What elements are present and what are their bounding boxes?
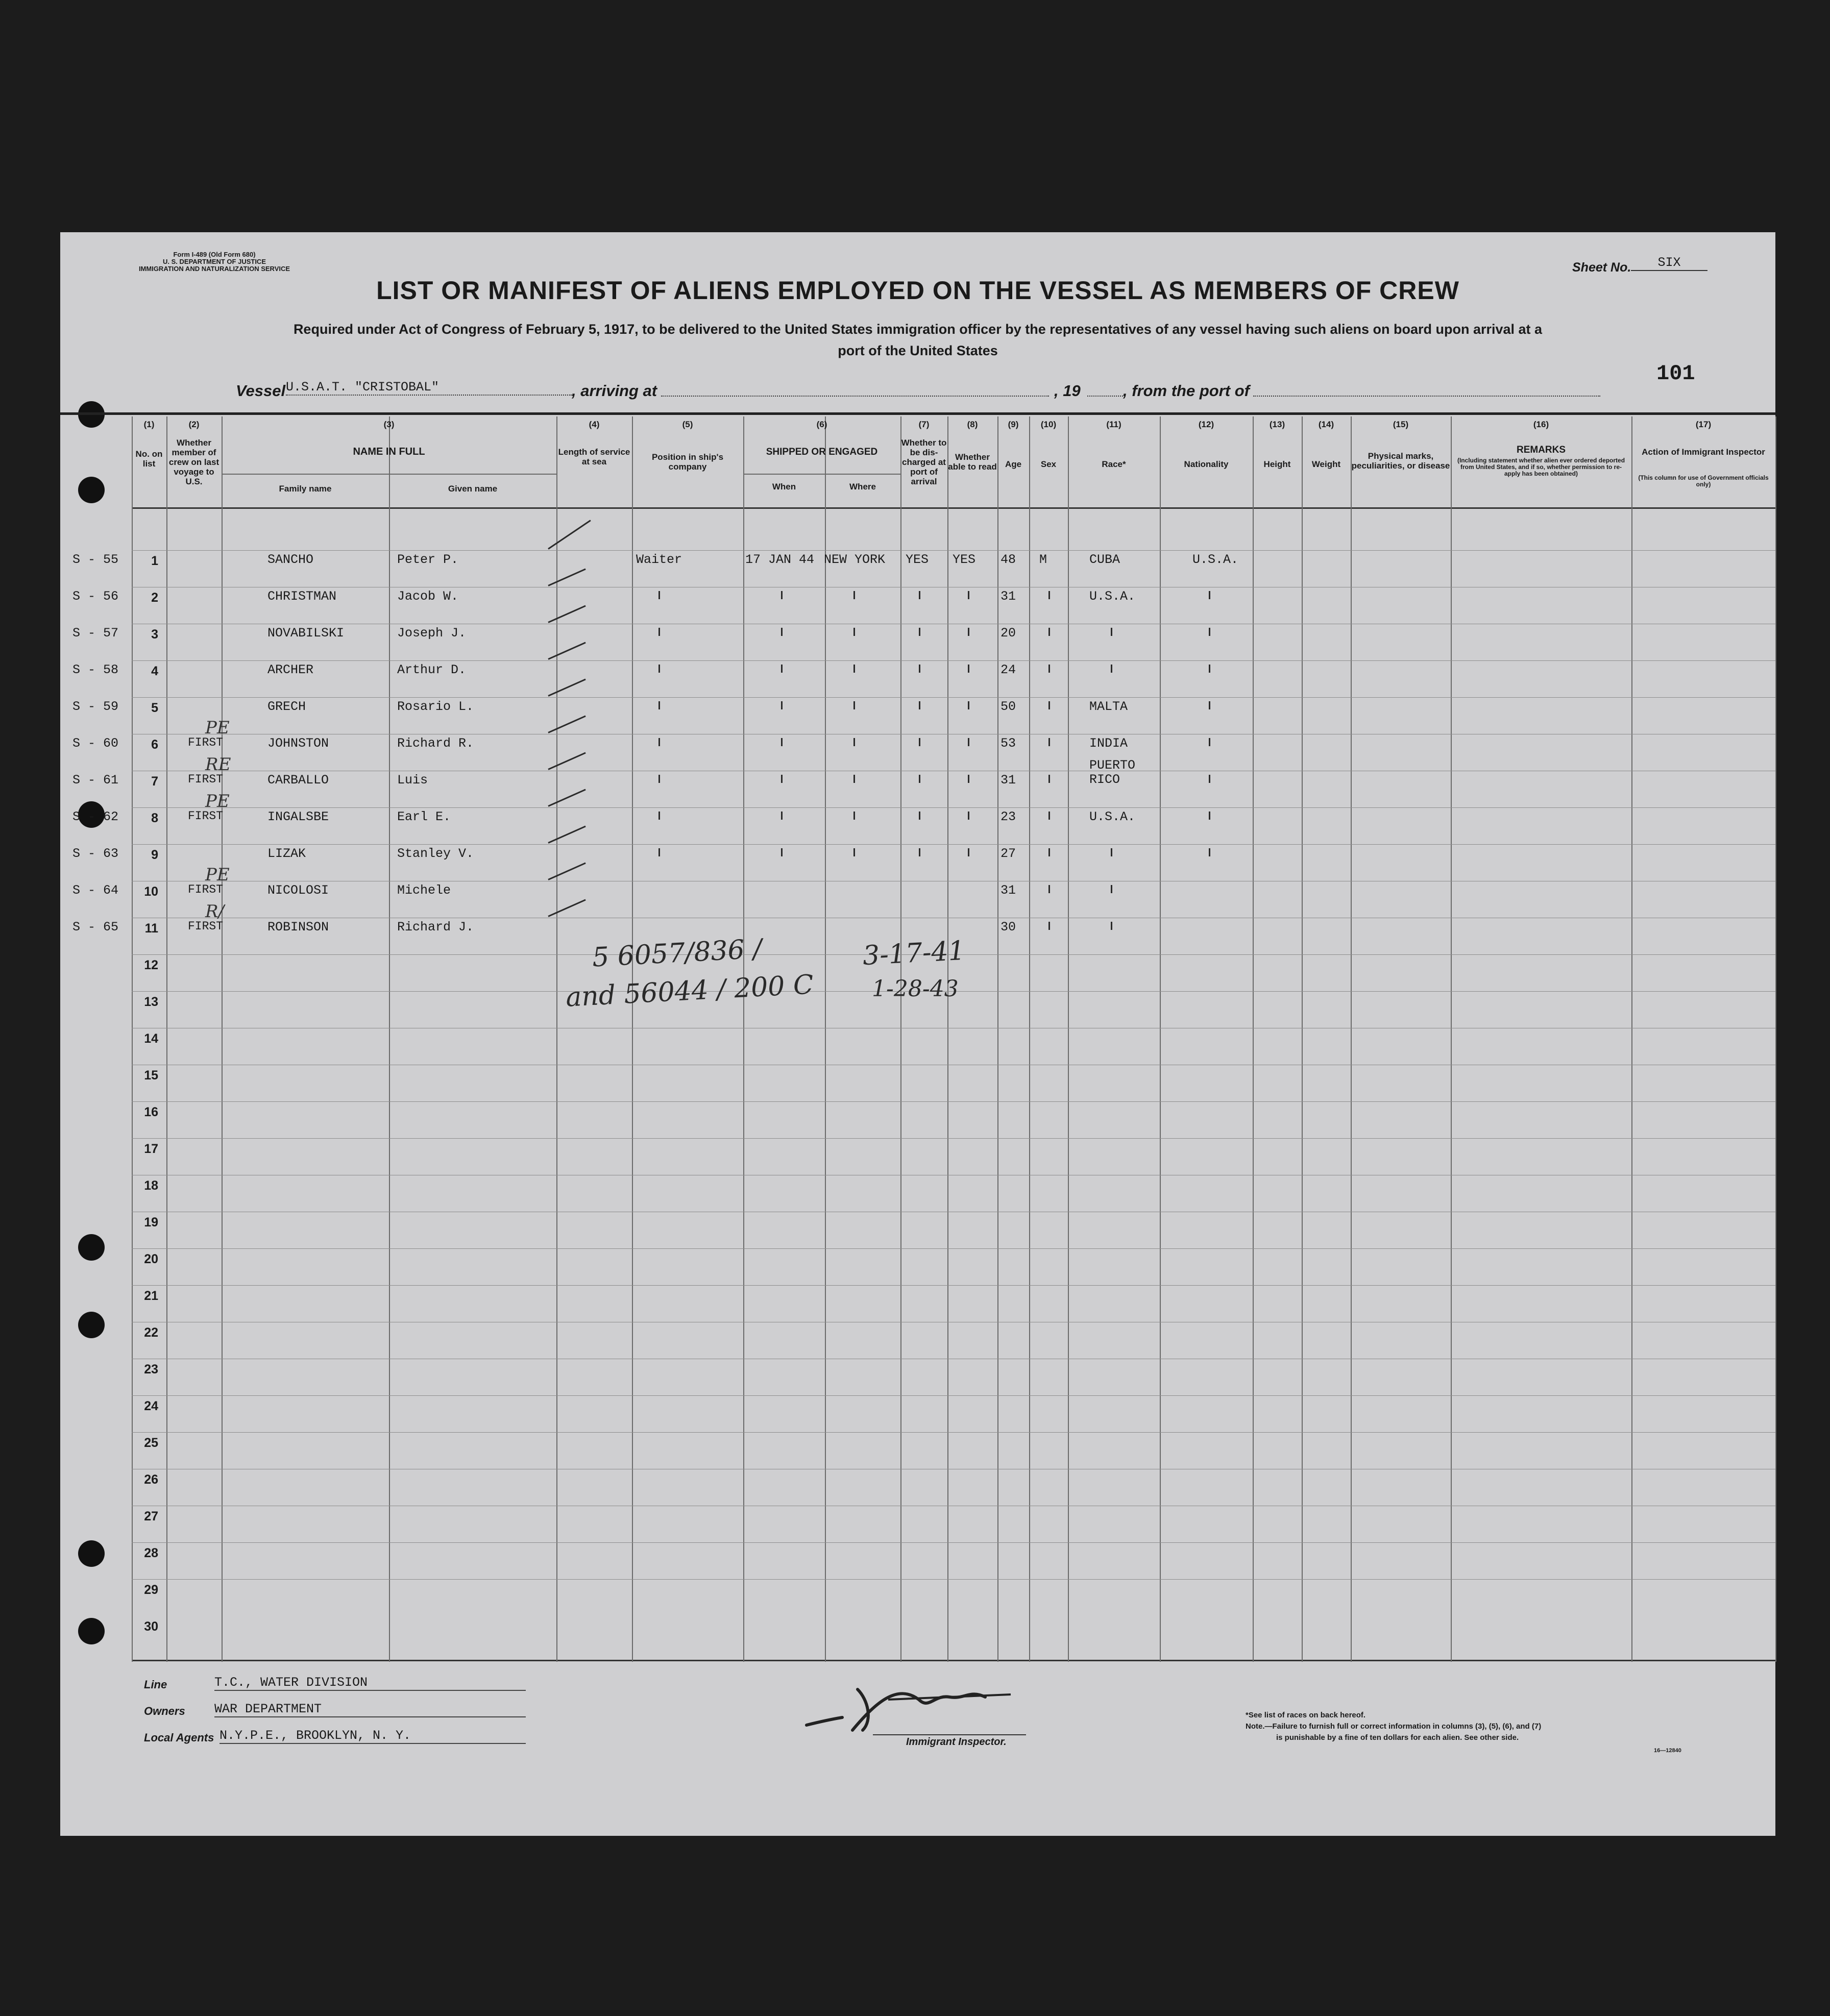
age-value: 31 bbox=[1001, 589, 1016, 604]
ditto-mark bbox=[919, 665, 920, 673]
row-number: 5 bbox=[151, 701, 158, 715]
row-number: 6 bbox=[151, 737, 158, 752]
col-label-sex: Sex bbox=[1040, 459, 1057, 469]
ditto-mark bbox=[853, 628, 855, 636]
ditto-mark bbox=[1209, 665, 1210, 673]
row-rule bbox=[132, 697, 1775, 698]
col-num-2: (2) bbox=[188, 420, 200, 429]
family-name: LIZAK bbox=[267, 846, 306, 861]
ditto-mark bbox=[781, 665, 783, 673]
line-value: T.C., WATER DIVISION bbox=[214, 1675, 526, 1691]
row-rule bbox=[132, 1432, 1775, 1433]
ditto-mark bbox=[1209, 848, 1210, 856]
row-number: 17 bbox=[144, 1142, 158, 1156]
ditto-mark bbox=[1048, 848, 1050, 856]
given-name: Arthur D. bbox=[397, 662, 467, 677]
age-value: 24 bbox=[1001, 662, 1016, 677]
ditto-mark bbox=[658, 738, 660, 746]
year-label: , 19 bbox=[1054, 382, 1081, 400]
col-label-physical-marks: Physical marks, peculiarities, or disease bbox=[1351, 451, 1450, 471]
row-number: 21 bbox=[144, 1289, 158, 1303]
ditto-mark bbox=[853, 665, 855, 673]
ditto-mark bbox=[658, 701, 660, 709]
row-number: 30 bbox=[144, 1619, 158, 1634]
table-top-rule bbox=[60, 412, 1775, 415]
col-label-action: Action of Immigrant Inspector bbox=[1642, 447, 1765, 457]
local-agents-value: N.Y.P.E., BROOKLYN, N. Y. bbox=[219, 1728, 526, 1744]
given-name: Richard R. bbox=[397, 736, 474, 751]
row-number: 18 bbox=[144, 1178, 158, 1193]
row-number: 22 bbox=[144, 1325, 158, 1340]
race-value: PUERTO RICO bbox=[1089, 758, 1136, 787]
given-name: Jacob W. bbox=[397, 589, 459, 604]
age-value: 31 bbox=[1001, 883, 1016, 898]
service-name: IMMIGRATION AND NATURALIZATION SERVICE bbox=[138, 265, 290, 273]
races-note: *See list of races on back hereof. bbox=[1246, 1711, 1366, 1719]
age-value: 30 bbox=[1001, 920, 1016, 935]
ditto-mark bbox=[1209, 701, 1210, 709]
action-note: (This column for use of Government officials only) bbox=[1638, 474, 1769, 488]
sex-value: M bbox=[1039, 552, 1047, 567]
row-number: 26 bbox=[144, 1472, 158, 1487]
row-number: 13 bbox=[144, 995, 158, 1009]
ditto-mark bbox=[919, 738, 920, 746]
handwritten-file-number: 5 6057/836 / bbox=[591, 933, 763, 973]
when-value: 17 JAN 44 bbox=[745, 552, 815, 567]
form-code: 16—12840 bbox=[1654, 1748, 1681, 1754]
handwritten-initials: PE bbox=[205, 865, 230, 885]
crew-list-code: S - 57 bbox=[72, 626, 119, 641]
ditto-mark bbox=[968, 738, 969, 746]
read-value: YES bbox=[953, 552, 976, 567]
row-rule bbox=[132, 1248, 1775, 1249]
row-number: 23 bbox=[144, 1362, 158, 1376]
punch-hole bbox=[78, 1618, 105, 1644]
row-rule bbox=[132, 660, 1775, 661]
col-label-discharged: Whether to be dis-charged at port of arrival bbox=[901, 438, 947, 486]
age-value: 20 bbox=[1001, 626, 1016, 641]
col-label-able-to-read: Whether able to read bbox=[948, 452, 997, 472]
where-value: NEW YORK bbox=[824, 552, 886, 567]
ditto-mark bbox=[1111, 885, 1112, 893]
crew-list-code: S - 59 bbox=[72, 699, 119, 714]
row-rule bbox=[132, 1395, 1775, 1396]
arriving-port-field bbox=[661, 396, 1049, 397]
row-number: 15 bbox=[144, 1068, 158, 1083]
penalty-note: Note.—Failure to furnish full or correct information in columns (3), (5), (6), and (7) bbox=[1246, 1722, 1542, 1731]
col-num-3: (3) bbox=[383, 420, 395, 429]
local-agents-label: Local Agents bbox=[144, 1731, 214, 1744]
age-value: 50 bbox=[1001, 699, 1016, 714]
ditto-mark bbox=[1048, 591, 1050, 599]
table-bottom-rule bbox=[132, 1660, 1775, 1661]
crew-list-code: S - 62 bbox=[72, 809, 119, 824]
ditto-mark bbox=[1111, 665, 1112, 673]
given-name: Rosario L. bbox=[397, 699, 474, 714]
col-label-shipped-or-engaged: SHIPPED OR ENGAGED bbox=[766, 447, 878, 457]
crew-list-code: S - 65 bbox=[72, 920, 119, 935]
row-number: 11 bbox=[144, 921, 158, 936]
row-rule bbox=[132, 807, 1775, 808]
given-name: Stanley V. bbox=[397, 846, 474, 861]
family-name: SANCHO bbox=[267, 552, 314, 567]
ditto-mark bbox=[658, 848, 660, 856]
ditto-mark bbox=[658, 775, 660, 783]
family-name: GRECH bbox=[267, 699, 306, 714]
ditto-mark bbox=[1048, 738, 1050, 746]
row-number: 24 bbox=[144, 1399, 158, 1413]
ditto-mark bbox=[1048, 665, 1050, 673]
ditto-mark bbox=[1209, 628, 1210, 636]
ditto-mark bbox=[919, 591, 920, 599]
ditto-mark bbox=[781, 591, 783, 599]
inspector-signature bbox=[796, 1669, 1031, 1740]
row-rule bbox=[132, 1285, 1775, 1286]
family-name: NICOLOSI bbox=[267, 883, 329, 898]
ditto-mark bbox=[1209, 812, 1210, 820]
ditto-mark bbox=[853, 775, 855, 783]
subcol-when: When bbox=[772, 482, 796, 491]
ditto-mark bbox=[1209, 738, 1210, 746]
crew-list-code: S - 63 bbox=[72, 846, 119, 861]
punch-hole bbox=[78, 1312, 105, 1338]
ditto-mark bbox=[781, 738, 783, 746]
ditto-mark bbox=[1111, 848, 1112, 856]
ditto-mark bbox=[658, 628, 660, 636]
age-value: 53 bbox=[1001, 736, 1016, 751]
crew-list-code: S - 64 bbox=[72, 883, 119, 898]
handwritten-initials: PE bbox=[205, 791, 230, 812]
family-name: ARCHER bbox=[267, 662, 314, 677]
subcol-family-name: Family name bbox=[279, 484, 332, 494]
row-number: 9 bbox=[151, 848, 158, 862]
col-label-name-in-full: NAME IN FULL bbox=[353, 446, 425, 457]
ditto-mark bbox=[1048, 701, 1050, 709]
from-port-label: , from the port of bbox=[1123, 382, 1250, 400]
ditto-mark bbox=[919, 775, 920, 783]
col-num-9: (9) bbox=[1008, 420, 1019, 429]
race-value: INDIA bbox=[1089, 736, 1128, 751]
family-name: CARBALLO bbox=[267, 773, 329, 788]
handwritten-initials: PE bbox=[205, 718, 230, 738]
age-value: 27 bbox=[1001, 846, 1016, 861]
race-value: U.S.A. bbox=[1089, 809, 1136, 824]
ditto-mark bbox=[853, 701, 855, 709]
col-label-height: Height bbox=[1263, 459, 1291, 469]
col-label-remarks: REMARKS bbox=[1516, 445, 1566, 455]
row-number: 16 bbox=[144, 1105, 158, 1119]
row-number: 20 bbox=[144, 1252, 158, 1266]
crew-list-code: S - 55 bbox=[72, 552, 119, 567]
year-field bbox=[1087, 396, 1123, 397]
inspector-label: Immigrant Inspector. bbox=[906, 1736, 1007, 1748]
row-number: 8 bbox=[151, 811, 158, 825]
penalty-note-2: is punishable by a fine of ten dollars for each alien. See other side. bbox=[1276, 1733, 1519, 1742]
sheet-label: Sheet No. bbox=[1572, 260, 1631, 275]
col-num-16: (16) bbox=[1533, 420, 1549, 429]
ditto-mark bbox=[853, 848, 855, 856]
row-rule bbox=[132, 1138, 1775, 1139]
ditto-mark bbox=[658, 812, 660, 820]
subcol-given-name: Given name bbox=[448, 484, 498, 494]
col-label-position: Position in ship's company bbox=[651, 452, 724, 472]
row-number: 19 bbox=[144, 1215, 158, 1230]
punch-hole bbox=[78, 1234, 105, 1261]
department-name: U. S. DEPARTMENT OF JUSTICE bbox=[163, 258, 266, 265]
race-value: CUBA bbox=[1089, 552, 1120, 567]
nationality-value: U.S.A. bbox=[1192, 552, 1239, 567]
vessel-name: U.S.A.T. "CRISTOBAL" bbox=[286, 380, 572, 396]
crew-list-code: S - 56 bbox=[72, 589, 119, 604]
row-number: 29 bbox=[144, 1583, 158, 1597]
ditto-mark bbox=[853, 812, 855, 820]
handwritten-date-2: 1-28-43 bbox=[872, 976, 959, 1002]
row-number: 1 bbox=[151, 554, 158, 568]
col-num-10: (10) bbox=[1040, 420, 1057, 429]
handwritten-initials: RE bbox=[205, 754, 231, 775]
col-label-no-on-list: No. on list bbox=[135, 449, 163, 469]
handwritten-date-1: 3-17-41 bbox=[862, 935, 966, 972]
col-num-1: (1) bbox=[143, 420, 155, 429]
last-voyage-value: FIRST bbox=[188, 773, 224, 786]
col-num-8: (8) bbox=[967, 420, 978, 429]
family-name: NOVABILSKI bbox=[267, 626, 345, 641]
row-number: 12 bbox=[144, 958, 158, 972]
race-value: U.S.A. bbox=[1089, 589, 1136, 604]
ditto-mark bbox=[781, 628, 783, 636]
row-number: 25 bbox=[144, 1436, 158, 1450]
form-id: Form I-489 (Old Form 680) bbox=[173, 251, 256, 258]
family-name: INGALSBE bbox=[267, 809, 329, 824]
last-voyage-value: FIRST bbox=[188, 920, 224, 933]
last-voyage-value: FIRST bbox=[188, 736, 224, 749]
from-port-field bbox=[1253, 396, 1600, 397]
col-num-17: (17) bbox=[1695, 420, 1712, 429]
arriving-label: , arriving at bbox=[572, 382, 657, 400]
age-value: 48 bbox=[1001, 552, 1016, 567]
subcol-where: Where bbox=[849, 482, 876, 491]
position-value: Waiter bbox=[636, 552, 682, 567]
col-num-15: (15) bbox=[1393, 420, 1409, 429]
last-voyage-value: FIRST bbox=[188, 883, 224, 896]
given-name: Michele bbox=[397, 883, 451, 898]
ditto-mark bbox=[968, 628, 969, 636]
discharge-value: YES bbox=[906, 552, 929, 567]
row-number: 7 bbox=[151, 774, 158, 789]
page-number: 101 bbox=[1656, 361, 1695, 386]
ditto-mark bbox=[781, 812, 783, 820]
ditto-mark bbox=[1209, 775, 1210, 783]
col-num-12: (12) bbox=[1198, 420, 1214, 429]
ditto-mark bbox=[1048, 775, 1050, 783]
header-bottom-rule bbox=[132, 507, 1775, 509]
ditto-mark bbox=[919, 701, 920, 709]
crew-list-code: S - 61 bbox=[72, 773, 119, 788]
given-name: Richard J. bbox=[397, 920, 474, 935]
row-number: 3 bbox=[151, 627, 158, 642]
col-label-last-voyage: Whether member of crew on last voyage to U.S. bbox=[168, 438, 219, 486]
ditto-mark bbox=[853, 591, 855, 599]
ditto-mark bbox=[781, 848, 783, 856]
ditto-mark bbox=[968, 701, 969, 709]
row-number: 4 bbox=[151, 664, 158, 678]
row-number: 10 bbox=[144, 884, 158, 899]
col-num-6: (6) bbox=[816, 420, 827, 429]
ditto-mark bbox=[1111, 628, 1112, 636]
given-name: Luis bbox=[397, 773, 428, 788]
row-number: 28 bbox=[144, 1546, 158, 1560]
crew-list-code: S - 60 bbox=[72, 736, 119, 751]
remarks-note: (Including statement whether alien ever ordered deported from United States, and if so, whether permission to re-apply has been obtained) bbox=[1457, 457, 1625, 477]
ditto-mark bbox=[968, 591, 969, 599]
col-num-5: (5) bbox=[682, 420, 693, 429]
ditto-mark bbox=[1048, 628, 1050, 636]
col-label-race: Race* bbox=[1102, 459, 1126, 469]
last-voyage-value: FIRST bbox=[188, 809, 224, 823]
ditto-mark bbox=[1048, 812, 1050, 820]
family-name: JOHNSTON bbox=[267, 736, 329, 751]
ditto-mark bbox=[968, 812, 969, 820]
row-number: 14 bbox=[144, 1031, 158, 1046]
ditto-mark bbox=[968, 848, 969, 856]
age-value: 31 bbox=[1001, 773, 1016, 788]
owners-label: Owners bbox=[144, 1705, 185, 1717]
col-num-13: (13) bbox=[1269, 420, 1285, 429]
col-num-14: (14) bbox=[1318, 420, 1334, 429]
crew-list-code: S - 58 bbox=[72, 662, 119, 677]
manifest-title: LIST OR MANIFEST OF ALIENS EMPLOYED ON THE VESSEL AS MEMBERS OF CREW bbox=[376, 276, 1459, 305]
ditto-mark bbox=[1111, 922, 1112, 930]
punch-hole bbox=[78, 477, 105, 503]
ditto-mark bbox=[919, 812, 920, 820]
ditto-mark bbox=[919, 628, 920, 636]
row-rule bbox=[132, 1579, 1775, 1580]
ditto-mark bbox=[658, 665, 660, 673]
row-rule bbox=[132, 550, 1775, 551]
col-num-11: (11) bbox=[1106, 420, 1121, 429]
given-name: Earl E. bbox=[397, 809, 451, 824]
ditto-mark bbox=[1048, 885, 1050, 893]
age-value: 23 bbox=[1001, 809, 1016, 824]
punch-hole bbox=[78, 1540, 105, 1567]
ditto-mark bbox=[968, 665, 969, 673]
ditto-mark bbox=[658, 591, 660, 599]
col-label-age: Age bbox=[1005, 459, 1022, 469]
handwritten-file-number-2: and 56044 / 200 C bbox=[565, 969, 815, 1013]
row-number: 27 bbox=[144, 1509, 158, 1523]
sheet-number: SIX bbox=[1631, 255, 1707, 271]
ditto-mark bbox=[919, 848, 920, 856]
col-label-length-of-service: Length of service at sea bbox=[558, 447, 630, 466]
owners-value: WAR DEPARTMENT bbox=[214, 1702, 526, 1717]
inspector-signature-line bbox=[873, 1734, 1026, 1735]
handwritten-initials: R/ bbox=[205, 901, 225, 922]
col-num-4: (4) bbox=[589, 420, 600, 429]
line-label: Line bbox=[144, 1678, 167, 1691]
race-value: MALTA bbox=[1089, 699, 1128, 714]
given-name: Joseph J. bbox=[397, 626, 467, 641]
ditto-mark bbox=[781, 775, 783, 783]
family-name: ROBINSON bbox=[267, 920, 329, 935]
manifest-subtitle: Required under Act of Congress of February 5, 1917, to be delivered to the United States immigration officer by the representatives of any vessel having such aliens on board upon arrival at a bbox=[293, 322, 1543, 337]
vessel-label: Vessel bbox=[236, 382, 286, 400]
ditto-mark bbox=[853, 738, 855, 746]
col-label-weight: Weight bbox=[1311, 459, 1341, 469]
row-rule bbox=[132, 844, 1775, 845]
row-number: 2 bbox=[151, 591, 158, 605]
row-rule bbox=[132, 1101, 1775, 1102]
ditto-mark bbox=[1048, 922, 1050, 930]
ditto-mark bbox=[1209, 591, 1210, 599]
ditto-mark bbox=[781, 701, 783, 709]
family-name: CHRISTMAN bbox=[267, 589, 337, 604]
col-num-7: (7) bbox=[918, 420, 930, 429]
manifest-subtitle-2: port of the United States bbox=[838, 343, 998, 358]
col-label-nationality: Nationality bbox=[1184, 459, 1229, 469]
given-name: Peter P. bbox=[397, 552, 459, 567]
ditto-mark bbox=[968, 775, 969, 783]
row-rule bbox=[132, 1542, 1775, 1543]
